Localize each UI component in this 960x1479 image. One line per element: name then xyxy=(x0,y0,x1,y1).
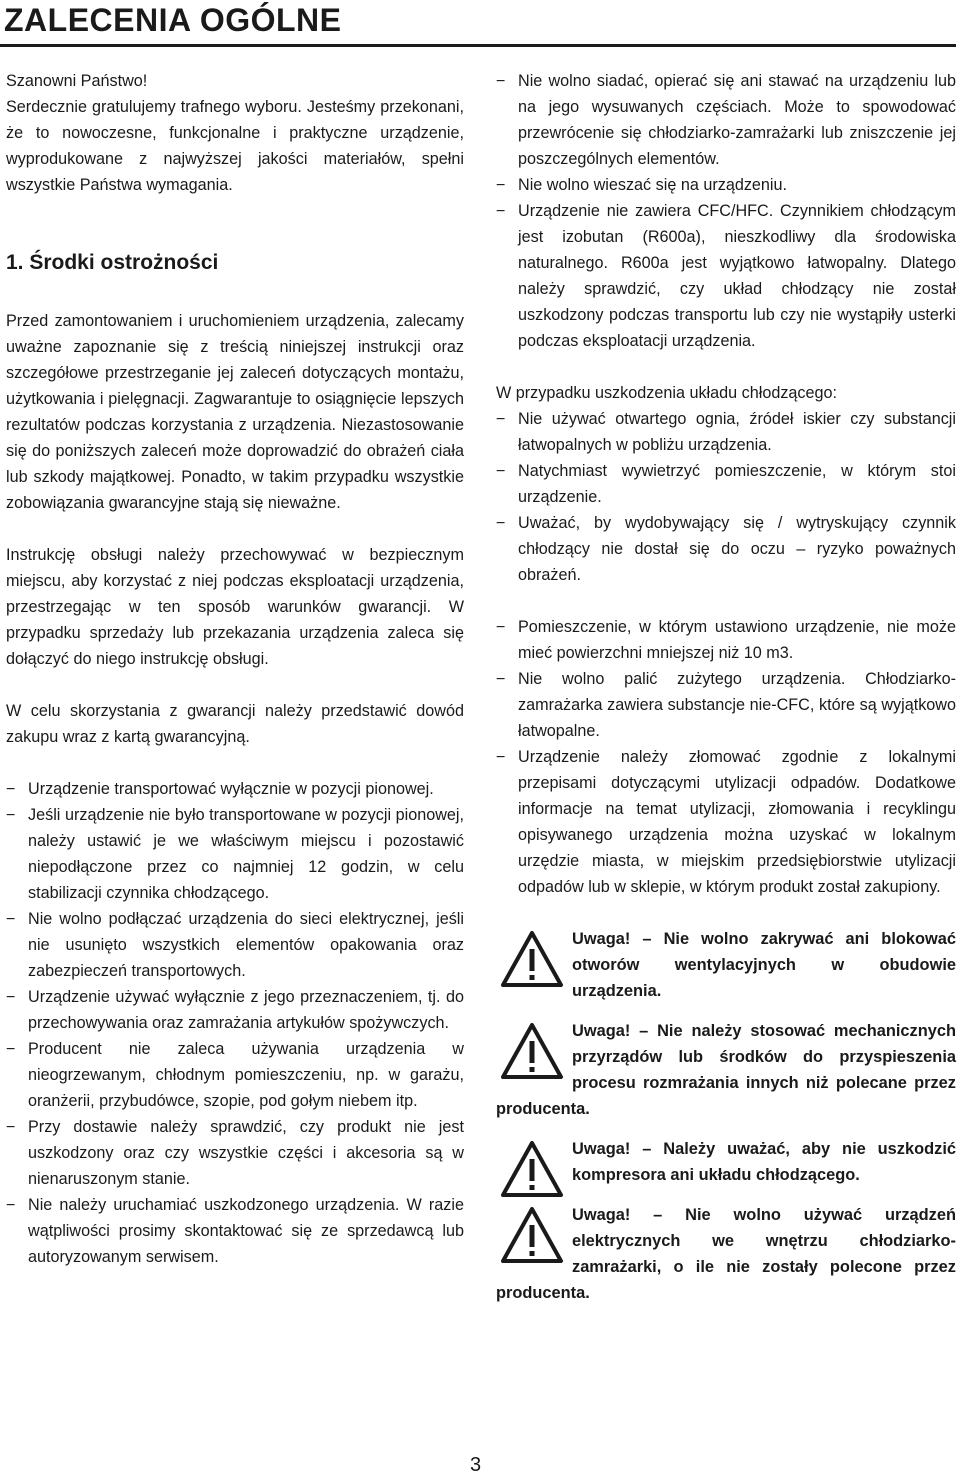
dash-mark: − xyxy=(6,806,16,824)
dash-mark: − xyxy=(496,670,506,688)
list-item xyxy=(6,1036,464,1114)
dash-mark: − xyxy=(6,910,16,928)
warning-text: Uwaga! – Nie wolno używać urządzeń elektrycznych we wnętrzu chłodziarko-zamrażarki, o ile nie zostały polecone przez producenta. xyxy=(496,1206,956,1302)
list-item-text: Nie wolno siadać, opierać się ani stawać na urządzeniu lub na jego wysuwanych częściach. Może to spowodować przewrócenie się chłodziarko-zamrażarki lub zniszczenie jej poszczególnych elementów. xyxy=(518,72,956,168)
list-item xyxy=(496,458,956,510)
left-column xyxy=(6,68,464,1270)
list-item xyxy=(496,198,956,354)
section-heading: 1. Środki ostrożności xyxy=(6,251,219,274)
warning-icon xyxy=(500,1206,564,1264)
list-item xyxy=(6,802,464,906)
list-item-text: Nie używać otwartego ognia, źródeł iskier czy substancji łatwopalnych w pobliżu urządzenia. xyxy=(518,410,956,454)
list-item-text: Producent nie zaleca używania urządzenia w nieogrzewanym, chłodnym pomieszczeniu, np. w garażu, oranżerii, przybudówce, szopie, pod gołym niebem itp. xyxy=(28,1040,464,1110)
list-item xyxy=(496,744,956,900)
right-bullet-list-3 xyxy=(496,614,956,900)
dash-mark: − xyxy=(6,988,16,1006)
dash-mark: − xyxy=(6,1196,16,1214)
list-item xyxy=(496,406,956,458)
right-bullet-list-1 xyxy=(496,68,956,354)
list-item-text: Urządzenie nie zawiera CFC/HFC. Czynnikiem chłodzącym jest izobutan (R600a), nieszkodliwy dla środowiska naturalnego. R600a jest wyjątkowo łatwopalny. Dlatego należy sprawdzić, czy układ chłodzący nie został uszkodzony podczas transportu lub czy nie wystąpiły usterki podczas eksploatacji urządzenia. xyxy=(518,202,956,350)
precautions-paragraph: Przed zamontowaniem i uruchomieniem urządzenia, zalecamy uważne zapoznanie się z treścią niniejszej instrukcji oraz szczegółowe przestrzeganie jej zaleceń dotyczących montażu, użytkowania i pielęgnacji. Zagwarantuje to osiągnięcie lepszych rezultatów podczas korzystania z urządzenia. Niezastosowanie się do poniższych zaleceń może doprowadzić do obrażeń ciała lub szkody majątkowej. Ponadto, w takim przypadku wszystkie zobowiązania gwarancyjne stają się nieważne. xyxy=(6,312,464,512)
list-item-text: Nie należy uruchamiać uszkodzonego urządzenia. W razie wątpliwości prosimy skontaktować się ze sprzedawcą lub autoryzowanym serwisem. xyxy=(28,1196,464,1266)
page-title: ZALECENIA OGÓLNE xyxy=(4,2,342,38)
warranty-paragraph: W celu skorzystania z gwarancji należy przedstawić dowód zakupu wraz z kartą gwarancyjną. xyxy=(6,702,464,746)
list-item xyxy=(6,1114,464,1192)
warning-icon xyxy=(500,1022,564,1080)
warning-icon xyxy=(500,930,564,988)
warning-block xyxy=(496,1018,956,1122)
dash-mark: − xyxy=(496,72,506,90)
list-item-text: Nie wolno podłączać urządzenia do sieci elektrycznej, jeśli nie usunięto wszystkich elementów opakowania oraz zabezpieczeń transportowych. xyxy=(28,910,464,980)
list-item xyxy=(6,906,464,984)
list-item-text: Jeśli urządzenie nie było transportowane w pozycji pionowej, należy ustawić je we właściwym miejscu i pozostawić niepodłączone przez co najmniej 12 godzin, w celu stabilizacji czynnika chłodzącego. xyxy=(28,806,464,902)
dash-mark: − xyxy=(6,780,16,798)
list-item-text: Nie wolno wieszać się na urządzeniu. xyxy=(518,176,788,194)
dash-mark: − xyxy=(6,1040,16,1058)
list-item xyxy=(6,776,464,802)
dash-mark: − xyxy=(496,514,506,532)
list-item xyxy=(496,614,956,666)
title-rule xyxy=(0,44,956,47)
dash-mark: − xyxy=(496,202,506,220)
list-item-text: Nie wolno palić zużytego urządzenia. Chłodziarko-zamrażarka zawiera substancje nie-CFC, które są wyjątkowo łatwopalne. xyxy=(518,670,956,740)
dash-mark: − xyxy=(496,748,506,766)
list-item-text: Urządzenie transportować wyłącznie w pozycji pionowej. xyxy=(28,780,434,798)
dash-mark: − xyxy=(496,462,506,480)
greeting: Szanowni Państwo! xyxy=(6,72,148,90)
list-item xyxy=(6,984,464,1036)
warning-icon xyxy=(500,1140,564,1198)
dash-mark: − xyxy=(6,1118,16,1136)
warning-text: Uwaga! – Należy uważać, aby nie uszkodzić kompresora ani układu chłodzącego. xyxy=(572,1140,956,1184)
list-item xyxy=(496,172,956,198)
left-bullet-list xyxy=(6,776,464,1270)
list-item xyxy=(6,1192,464,1270)
warning-block xyxy=(496,1136,956,1198)
warning-block xyxy=(496,926,956,1004)
dash-mark: − xyxy=(496,410,506,428)
warning-text: Uwaga! – Nie należy stosować mechanicznych przyrządów lub środków do przyspieszenia procesu rozmrażania innych niż polecane przez producenta. xyxy=(496,1022,956,1118)
intro-paragraph: Serdecznie gratulujemy trafnego wyboru. Jesteśmy przekonani, że to nowoczesne, funkcjonalne i praktyczne urządzenie, wyprodukowane z najwyższej jakości materiałów, spełni wszystkie Państwa wymagania. xyxy=(6,98,464,194)
list-item xyxy=(496,666,956,744)
warning-text: Uwaga! – Nie wolno zakrywać ani blokować otworów wentylacyjnych w obudowie urządzenia. xyxy=(572,930,956,1000)
list-item-text: Urządzenie należy złomować zgodnie z lokalnymi przepisami dotyczącymi utylizacji odpadów. Dodatkowe informacje na temat utylizacji, złomowania i recyklingu opisywanego urządzenia można uzyskać w lokalnym urzędzie miasta, w miejskim przedsiębiorstwie utylizacji odpadów lub w sklepie, w którym produkt został zakupiony. xyxy=(518,748,956,896)
list-item xyxy=(496,68,956,172)
list-item-text: Przy dostawie należy sprawdzić, czy produkt nie jest uszkodzony oraz czy wszystkie części i akcesoria są w nienaruszonym stanie. xyxy=(28,1118,464,1188)
list-item xyxy=(496,510,956,588)
list-item-text: Pomieszczenie, w którym ustawiono urządzenie, nie może mieć powierzchni mniejszej niż 10 m3. xyxy=(518,618,956,662)
right-bullet-list-2 xyxy=(496,406,956,588)
page-number: 3 xyxy=(470,1454,482,1476)
warning-block xyxy=(496,1202,956,1306)
manual-storage-paragraph: Instrukcję obsługi należy przechowywać w bezpiecznym miejscu, aby korzystać z niej podczas eksploatacji urządzenia, przestrzegając w ten sposób warunków gwarancji. W przypadku sprzedaży lub przekazania urządzenia zaleca się dołączyć do niego instrukcję obsługi. xyxy=(6,546,464,668)
list-item-text: Natychmiast wywietrzyć pomieszczenie, w którym stoi urządzenie. xyxy=(518,462,956,506)
dash-mark: − xyxy=(496,176,506,194)
dash-mark: − xyxy=(496,618,506,636)
right-column xyxy=(496,68,956,1306)
list-item-text: Urządzenie używać wyłącznie z jego przeznaczeniem, tj. do przechowywania oraz zamrażania artykułów spożywczych. xyxy=(28,988,464,1032)
list-item-text: Uważać, by wydobywający się / wytryskujący czynnik chłodzący nie dostał się do oczu – ryzyko poważnych obrażeń. xyxy=(518,514,956,584)
damage-intro: W przypadku uszkodzenia układu chłodzącego: xyxy=(496,384,838,402)
